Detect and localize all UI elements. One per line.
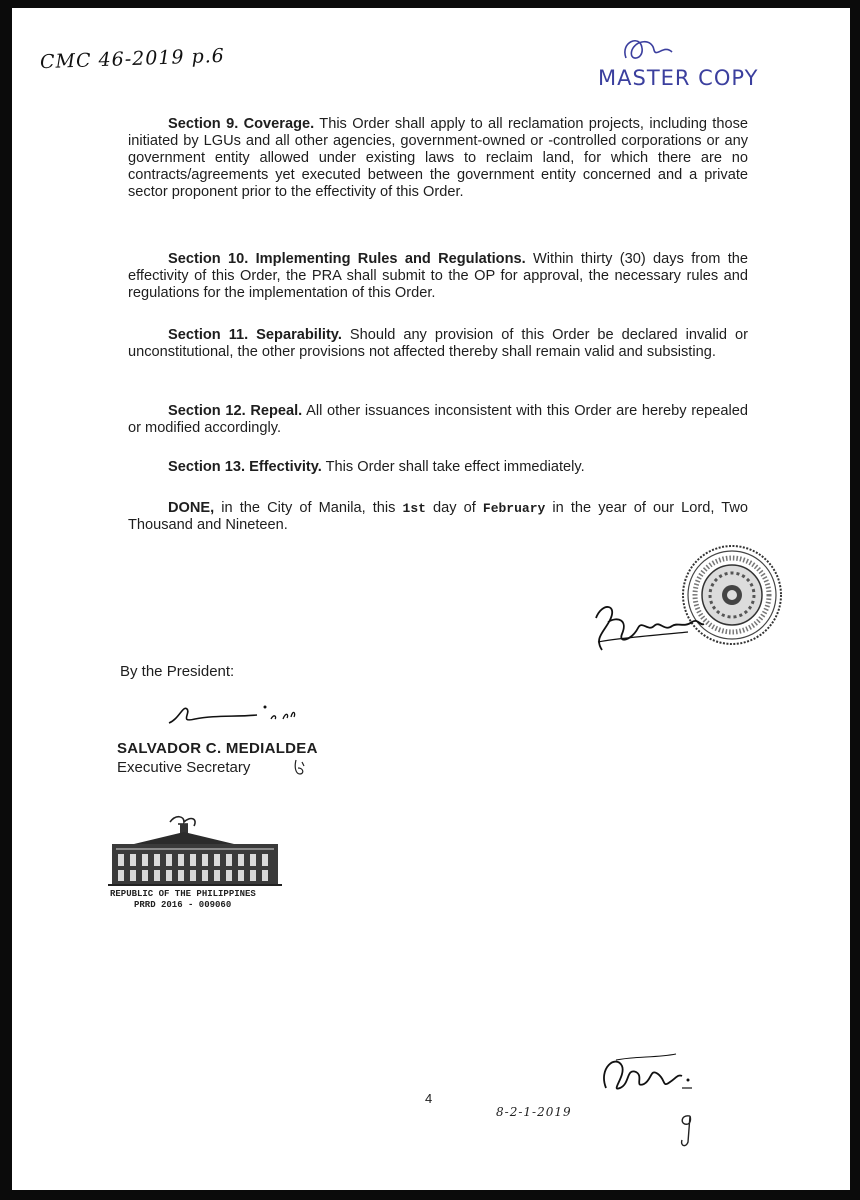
- section-12-paragraph: [128, 403, 748, 437]
- section-11-heading: Section 11. Separability.: [168, 327, 342, 343]
- done-text-3: in the year of our Lord, Two Thousand and Nineteen.: [128, 500, 748, 533]
- section-9-text: This Order shall apply to all reclamation projects, including those initiated by LGUs and all other agencies, government-owned or -controlled corporations or any government entity allowed under existing laws to reclaim land, for which there are no contracts/agreements yet executed between the government entity concerned and a private sector proponent prior to the effectivity of this Order.: [128, 116, 748, 200]
- section-9-heading: Section 9. Coverage.: [168, 116, 315, 132]
- president-signature: [588, 598, 708, 658]
- signatory-name: SALVADOR C. MEDIALDEA: [117, 740, 318, 757]
- done-paragraph: [128, 500, 748, 534]
- records-seal-line-2: PRRD 2016 - 009060: [134, 900, 232, 910]
- signatory-title: Executive Secretary: [117, 759, 251, 776]
- handwritten-reference: CMC 46-2019 p.6: [39, 44, 226, 74]
- section-10-paragraph: [128, 251, 748, 302]
- section-12-text: All other issuances inconsistent with this Order are hereby repealed or modified accordingly.: [128, 403, 748, 436]
- master-copy-stamp: MASTER COPY: [598, 66, 759, 90]
- section-13-text: This Order shall take effect immediately.: [321, 459, 585, 475]
- done-text-2: day of: [425, 500, 483, 516]
- section-12-heading: Section 12. Repeal.: [168, 403, 303, 419]
- footer-mark: [676, 1110, 696, 1150]
- section-11-paragraph: [128, 327, 748, 361]
- section-11-text: Should any provision of this Order be declared invalid or unconstitutional, the other provisions not affected thereby shall remain valid and subsisting.: [128, 327, 748, 360]
- section-13-paragraph: [128, 459, 748, 476]
- records-seal-stamp: [104, 810, 288, 910]
- page-number: 4: [425, 1091, 433, 1106]
- small-initial-mark: [292, 758, 308, 778]
- handwritten-date: 8-2-1-2019: [496, 1105, 572, 1119]
- footer-initials-signature: [596, 1048, 696, 1108]
- section-9-paragraph: [128, 116, 748, 201]
- done-text-1: in the City of Manila, this: [214, 500, 403, 516]
- by-the-president-line: By the President:: [120, 663, 235, 680]
- secretary-signature: [165, 697, 325, 737]
- done-month: February: [482, 501, 546, 516]
- records-seal-line-1: REPUBLIC OF THE PHILIPPINES: [110, 889, 256, 899]
- section-10-text: Within thirty (30) days from the effectivity of this Order, the PRA shall submit to the OP for approval, the necessary rules and regulations for the implementation of this Order.: [128, 251, 748, 301]
- section-10-heading: Section 10. Implementing Rules and Regulations.: [168, 251, 526, 267]
- section-13-heading: Section 13. Effectivity.: [168, 459, 322, 475]
- master-copy-initials-scribble: [618, 32, 678, 68]
- done-day: 1st: [402, 501, 426, 516]
- done-lead: DONE,: [168, 500, 215, 516]
